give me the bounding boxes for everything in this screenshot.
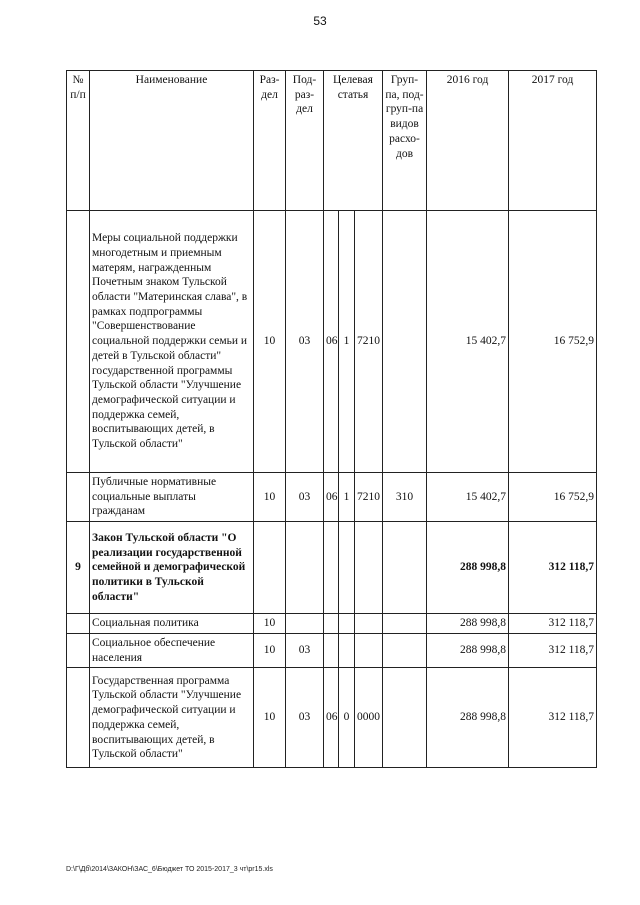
row-target-subprogram: [339, 633, 355, 667]
row-2017: 312 118,7: [509, 633, 597, 667]
row-name: Государственная программа Тульской области "Улучшение демографической ситуации и поддержка семей, воспитывающих детей, в Тульской области": [90, 668, 254, 768]
row-target-direction: [355, 614, 383, 634]
row-podrazdel: [286, 522, 324, 614]
table-row: [67, 668, 597, 768]
row-group: 310: [383, 473, 427, 522]
row-2017: 312 118,7: [509, 522, 597, 614]
row-target-subprogram: [339, 614, 355, 634]
row-2017: 312 118,7: [509, 668, 597, 768]
row-target-program: [324, 614, 339, 634]
row-target-subprogram: 0: [339, 668, 355, 768]
row-num: [67, 473, 90, 522]
row-target-program: [324, 633, 339, 667]
row-target-direction: 7210: [355, 211, 383, 473]
row-target-direction: 7210: [355, 473, 383, 522]
row-razdel: 10: [254, 633, 286, 667]
row-razdel: 10: [254, 668, 286, 768]
row-group: [383, 211, 427, 473]
row-target-program: 06: [324, 211, 339, 473]
row-target-program: [324, 522, 339, 614]
row-podrazdel: [286, 614, 324, 634]
row-target-direction: [355, 633, 383, 667]
budget-table: [66, 70, 597, 768]
row-name: Социальное обеспечение населения: [90, 633, 254, 667]
row-target-subprogram: 1: [339, 473, 355, 522]
row-podrazdel: 03: [286, 633, 324, 667]
header-razdel: Раз-дел: [254, 71, 286, 211]
row-target-program: 06: [324, 668, 339, 768]
row-num: [67, 633, 90, 667]
row-num: 9: [67, 522, 90, 614]
file-path-footer: D:\Г\Дб\2014\ЗАКОН\ЗАС_6\Бюджет ТО 2015-2017_3 чт\pr15.xls: [66, 866, 273, 873]
row-target-program: 06: [324, 473, 339, 522]
row-target-subprogram: [339, 522, 355, 614]
row-2016: 15 402,7: [427, 473, 509, 522]
header-name: Наименование: [90, 71, 254, 211]
table-row: [67, 473, 597, 522]
row-name: Меры социальной поддержки многодетным и приемным матерям, награжденным Почетным знаком Тульской области "Материнская слава", в рамках подпрограммы "Совершенствование социальной поддержки семьи и детей в Тульской области" государственной программы Тульской области "Улучшение демографической ситуации и поддержка семей, воспитывающих детей, в Тульской области": [90, 211, 254, 473]
table-row: [67, 522, 597, 614]
header-podrazdel: Под-раз-дел: [286, 71, 324, 211]
row-razdel: 10: [254, 614, 286, 634]
page-number: 53: [313, 14, 327, 28]
row-group: [383, 668, 427, 768]
header-num: № п/п: [67, 71, 90, 211]
row-target-direction: 0000: [355, 668, 383, 768]
row-name: Социальная политика: [90, 614, 254, 634]
row-target-direction: [355, 522, 383, 614]
row-podrazdel: 03: [286, 668, 324, 768]
table-row: [67, 211, 597, 473]
row-num: [67, 211, 90, 473]
row-2016: 288 998,8: [427, 614, 509, 634]
row-2017: 312 118,7: [509, 614, 597, 634]
header-2017: 2017 год: [509, 71, 597, 211]
row-podrazdel: 03: [286, 473, 324, 522]
header-group: Груп-па, под-груп-па видов расхо-дов: [383, 71, 427, 211]
row-name: Закон Тульской области "О реализации государственной семейной и демографической политики в Тульской области": [90, 522, 254, 614]
row-2017: 16 752,9: [509, 473, 597, 522]
table-row: [67, 633, 597, 667]
header-2016: 2016 год: [427, 71, 509, 211]
row-group: [383, 633, 427, 667]
row-podrazdel: 03: [286, 211, 324, 473]
row-2016: 15 402,7: [427, 211, 509, 473]
row-2017: 16 752,9: [509, 211, 597, 473]
row-razdel: 10: [254, 473, 286, 522]
table-row: [67, 614, 597, 634]
row-group: [383, 522, 427, 614]
row-target-subprogram: 1: [339, 211, 355, 473]
row-2016: 288 998,8: [427, 668, 509, 768]
header-target: Целевая статья: [324, 71, 383, 211]
row-razdel: [254, 522, 286, 614]
row-2016: 288 998,8: [427, 522, 509, 614]
row-num: [67, 614, 90, 634]
header-row: [67, 71, 597, 211]
row-num: [67, 668, 90, 768]
row-name: Публичные нормативные социальные выплаты гражданам: [90, 473, 254, 522]
row-2016: 288 998,8: [427, 633, 509, 667]
row-group: [383, 614, 427, 634]
row-razdel: 10: [254, 211, 286, 473]
